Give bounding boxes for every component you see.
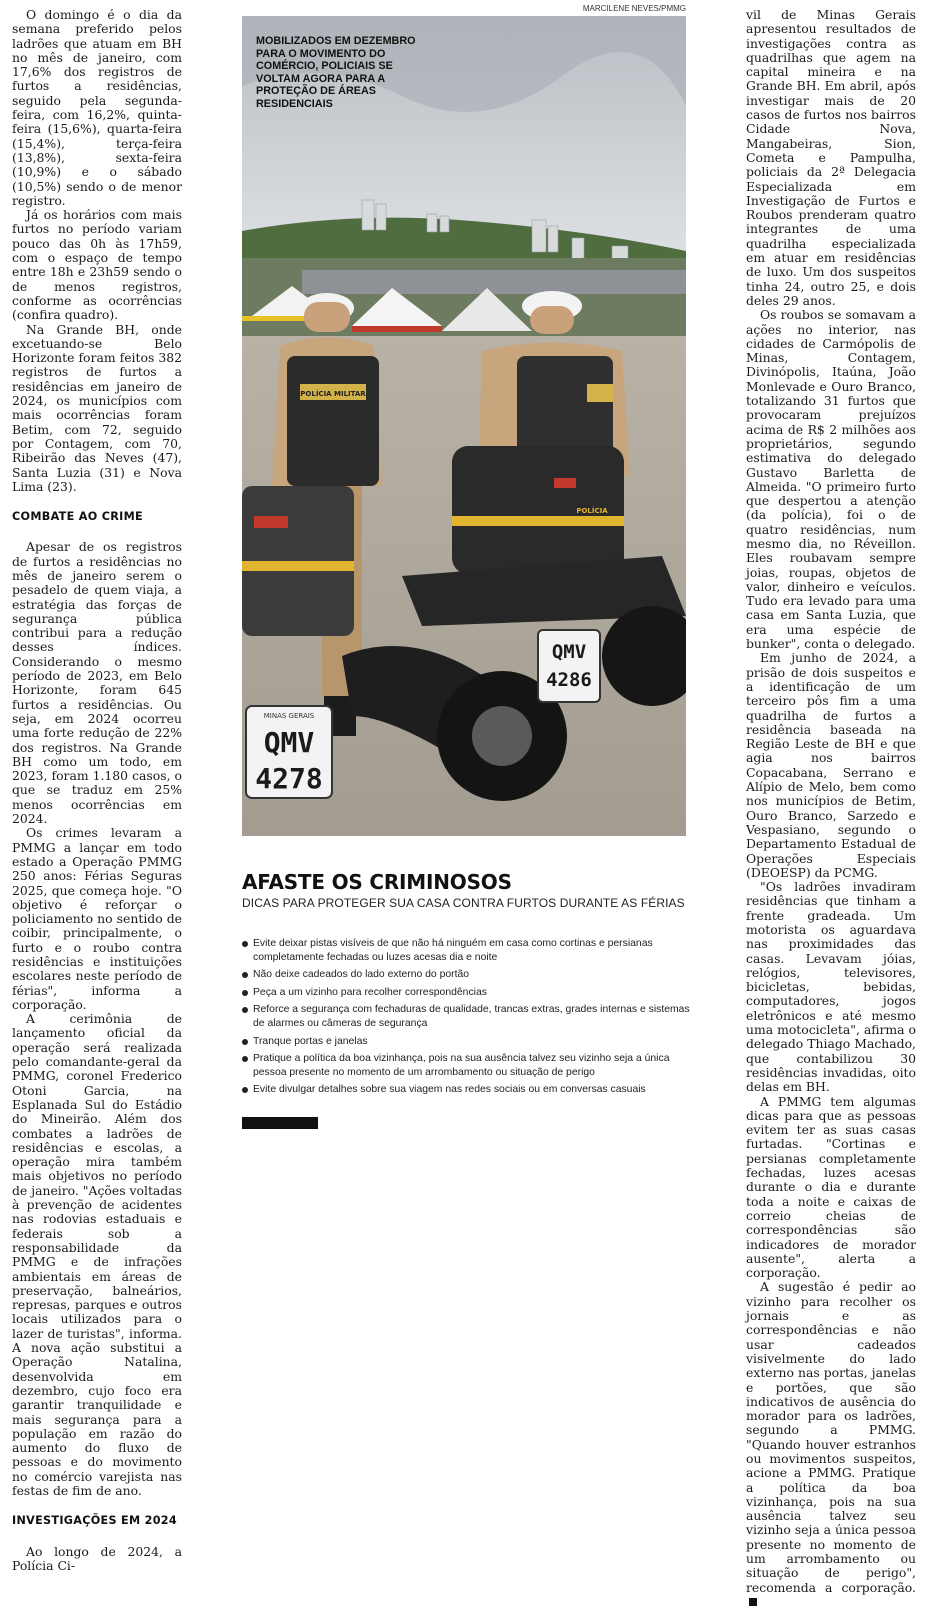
tip-text: Pratique a política da boa vizinhança, pois na sua ausência talvez seu vizinho seja a única pessoa presente no momento de um arrombamento ou situação de perigo: [253, 1053, 670, 1078]
overpass: [302, 270, 686, 294]
tip-item: [242, 986, 692, 1000]
article-paragraph: Os crimes levaram a PMMG a lançar em todo estado a Operação PMMG 250 anos: Férias Seguras 2025, que começa hoje. "O objetivo é reforçar o policiamento no sentido de coibir, principalmente, o furto e o roubo contra residências e instituições escolares neste período de férias", informa a corporação.: [12, 825, 182, 1012]
article-paragraph: A PMMG tem algumas dicas para que as pessoas evitem ter as suas casas furtadas. "Cortinas e persianas completamente fechadas, luzes acesas durante o dia e durante toda a noite e caixas de correio cheias de correspondências são indicadores de morador ausente", alerta a corporação.: [746, 1093, 916, 1281]
plate-letters: QMV: [263, 726, 315, 759]
topbox-label: POLÍCIA: [576, 507, 608, 515]
tip-text: Evite divulgar detalhes sobre sua viagem nas redes sociais ou em conversas casuais: [253, 1084, 646, 1096]
news-photo: [242, 16, 686, 836]
article-paragraph-text: A sugestão é pedir ao vizinho para recolher os jornais e as correspondências e não usar cadeados visivelmente do lado externo nas portas, janelas e portões, que são indicativos de ausência do morador para os ladrões, segundo a PMMG. "Quando houver estranhos ou movimentos suspeitos, acione a PMMG. Pratique a política da boa vizinhança, pois na sua ausência talvez seu vizinho seja a única pessoa presente no momento de um arrombamento ou situação de perigo", recomenda a corporação.: [746, 1279, 917, 1595]
article-paragraph: Os roubos se somavam a ações no interior, nas cidades de Carmópolis de Minas, Contagem, Divinópolis, Itaúna, João Monlevade e Ouro Branco, totalizando 31 furtos que provocaram prejuízos acima de R$ 2 milhões aos proprietários, segundo estimativa do delegado Gustavo Barletta de Almeida. "O primeiro furto que despertou a atenção (da polícia), foi o de quatro residências, num mesmo dia, no Réveillon. Eles roubavam sempre joias, roupas, objetos de valor, dinheiro e veículos. Tudo era levado para uma casa em Santa Luzia, que era uma espécie de bunker", conta o delegado.: [746, 307, 916, 652]
tip-text: Peça a um vizinho para recolher correspondências: [253, 986, 487, 998]
article-paragraph: Já os horários com mais furtos no período variam pouco das 0h às 17h59, com o espaço de tempo entre 18h e 23h59 sendo o de menos registros, conforme as ocorrências (confira quadro).: [12, 207, 182, 323]
tip-item: [242, 1003, 692, 1030]
tip-text: Tranque portas e janelas: [253, 1035, 368, 1047]
bullet-icon: [242, 990, 248, 996]
bullet-icon: [242, 1007, 248, 1013]
plate-state: MINAS GERAIS: [263, 712, 315, 720]
tip-text: Reforce a segurança com fechaduras de qualidade, trancas extras, grades internas e sistemas de alarmes ou câmeras de segurança: [253, 1004, 690, 1029]
plate-numbers: 4278: [255, 762, 323, 795]
article-paragraph: A cerimônia de lançamento oficial da operação será realizada pelo comandante-geral da PMMG, coronel Frederico Otoni Garcia, na Esplanada Sul do Estádio do Mineirão. Além dos combates a ladrões de residências e escolas, a operação mira também mais objetivos no período de janeiro. "Ações voltadas à prevenção de acidentes nas rodovias estaduais e federais sob a responsabilidade da PMMG e de infrações ambientais em áreas de preservação, balneários, represas, parques e outros locais utilizados para o lazer de turistas", informa. A nova ação substitui a Operação Natalina, desenvolvida em dezembro, cujo foco era garantir tranquilidade e mais segurança para a população em razão do aumento do fluxo de pessoas e do movimento no comércio varejista nas festas de fim de ano.: [12, 1011, 182, 1498]
article-paragraph: vil de Minas Gerais apresentou resultados de investigações contra as quadrilhas que agem na capital mineira e na Grande BH. Em abril, após investigar mais de 20 casos de furtos nos bairros Cidade Nova, Mangabeiras, Sion, Cometa e Pampulha, policiais da 2ª Delegacia Especializada em Investigação de Furtos e Roubos prenderam quatro integrantes de uma quadrilha especializada em atuar em residências de luxo. Um dos suspeitos tinha 24, outro 25, e dois deles 29 anos.: [746, 7, 916, 308]
section-heading-combate: COMBATE AO CRIME: [12, 510, 143, 524]
article-paragraph: "Os ladrões invadiram residências que tinham a frente gradeada. Um motorista os aguardava nas proximidades das casas. Levavam jóias, relógios, televisores, bicicletas, bebidas, computadores, jogos eletrônicos e até mesmo uma motocicleta", afirma o delegado Thiago Machado, que contabilizou 30 residências invadidas, oito delas em BH.: [746, 879, 916, 1095]
article-paragraph: Ao longo de 2024, a Polícia Ci-: [12, 1543, 182, 1573]
tip-item: [242, 937, 692, 964]
box-footer-bar: [242, 1117, 318, 1129]
bullet-icon: [242, 1039, 248, 1045]
end-of-article-icon: [749, 1598, 757, 1606]
tips-title: AFASTE OS CRIMINOSOS: [242, 870, 512, 894]
photo-credit: MARCILENE NEVES/PMMG: [582, 4, 686, 13]
plate-numbers: 4286: [546, 669, 592, 691]
bullet-icon: [242, 1056, 248, 1062]
article-paragraph: O domingo é o dia da semana preferido pelos ladrões que atuam em BH no mês de janeiro, com 17,6% dos registros de furtos a residências, seguido pela segunda-feira, com 16,2%, quinta-feira (15,6%), quarta-feira (15,4%), terça-feira (13,8%), sexta-feira (10,9%) e o sábado (10,5%) sendo o de menor registro.: [12, 7, 182, 208]
article-paragraph: Em junho de 2024, a prisão de dois suspeitos e a identificação de um terceiro pôs fim a uma quadrilha de furtos a residência baseada na Região Leste de BH e que agia nos bairros Copacabana, Serrano e Alípio de Melo, bem como nos municípios de Betim, Ouro Branco, Sarzedo e Vespasiano, segundo o Departamento Estadual de Operações Especiais (DEOESP) da PCMG.: [746, 650, 916, 880]
left-article-column: [12, 8, 182, 1573]
tip-item: [242, 968, 692, 982]
tips-list: [242, 937, 692, 1101]
tip-text: Evite deixar pistas visíveis de que não há ninguém em casa como cortinas e persianas completamente fechadas ou luzes acesas dia e noite: [253, 938, 653, 963]
plate-letters: QMV: [551, 641, 587, 663]
section-heading-investigacoes: INVESTIGAÇÕES EM 2024: [12, 1514, 177, 1528]
vest-label: POLÍCIA MILITAR: [300, 390, 366, 398]
right-article-column: [746, 8, 916, 1609]
photo-caption: MOBILIZADOS EM DEZEMBRO PARA O MOVIMENTO DO COMÉRCIO, POLICIAIS SE VOLTAM AGORA PARA A PROTEÇÃO DE ÁREAS RESIDENCIAIS: [256, 35, 416, 110]
tips-subtitle: DICAS PARA PROTEGER SUA CASA CONTRA FURTOS DURANTE AS FÉRIAS: [242, 896, 685, 910]
tip-item: [242, 1052, 692, 1079]
tip-item: [242, 1083, 692, 1097]
bullet-icon: [242, 1087, 248, 1093]
article-paragraph: Apesar de os registros de furtos a residências no mês de janeiro serem o pesadelo de quem viaja, a estratégia das forças de segurança pública contribui para a redução desses índices. Considerando o mesmo período de 2023, em Belo Horizonte, foram 645 furtos a residências. Ou seja, em 2024 ocorreu uma forte redução de 22% dos registros. Na Grande BH como um todo, em 2023, foram 1.180 casos, o que se traduz em 25% menos ocorrências em 2024.: [12, 539, 182, 827]
photo-illustration: [242, 16, 686, 836]
bullet-icon: [242, 972, 248, 978]
tip-item: [242, 1035, 692, 1049]
bullet-icon: [242, 941, 248, 947]
article-paragraph: Na Grande BH, onde excetuando-se Belo Horizonte foram feitos 382 registros de furtos a residências em janeiro de 2024, os municípios com mais ocorrências foram Betim, com 72, seguido por Contagem, com 70, Ribeirão das Neves (47), Santa Luzia (31) e Nova Lima (23).: [12, 321, 182, 494]
tip-text: Não deixe cadeados do lado externo do portão: [253, 969, 470, 981]
article-paragraph: [746, 1280, 916, 1609]
